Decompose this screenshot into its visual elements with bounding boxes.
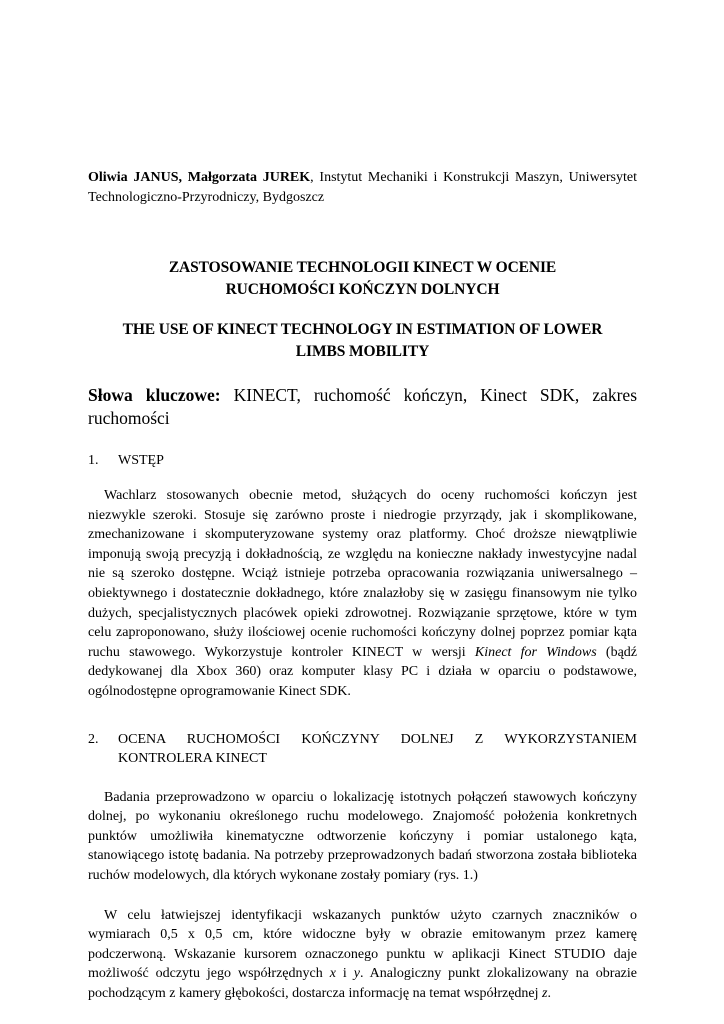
paragraph-markers-text-a: W celu łatwiejszej identyfikacji wskazanych punktów użyto czarnych znaczników o wymiarach 0,5 x 0,5 cm, które widoczne były w obrazie emitowanym przez kamerę podczerwoną. Wskazanie kursorem oznaczonego punktu w aplikacji Kinect STUDIO daje możliwość odczytu jego współrzędnych — [88, 907, 637, 982]
title-polish — [88, 257, 637, 301]
paragraph-markers-end: . — [547, 985, 551, 1001]
keywords-text: KINECT, ruchomość kończyn, Kinect SDK, zakres ruchomości — [88, 385, 638, 428]
affiliation: , Instytut Mechaniki i Konstrukcji Maszyn, Uniwersytet Technologiczno-Przyrodniczy, Bydgoszcz — [88, 170, 637, 205]
title-english-line-2: LIMBS MOBILITY — [295, 343, 430, 360]
paragraph-intro-text-b: (bądź dedykowanej dla Xbox 360) oraz komputer klasy PC i działa w oparciu o podstawowe, ogólnodostępne oprogramowanie Kinect SDK. — [88, 644, 638, 699]
section-1-heading — [88, 451, 637, 470]
title-polish-line-2: RUCHOMOŚCI KOŃCZYN DOLNYCH — [225, 281, 500, 298]
coord-y: y — [353, 966, 360, 982]
section-2-title: OCENA RUCHOMOŚCI KOŃCZYNY DOLNEJ Z WYKORZYSTANIEM KONTROLERA KINECT — [118, 731, 637, 766]
section-1-title: WSTĘP — [118, 453, 164, 468]
title-english — [88, 319, 637, 363]
conjunction: i — [335, 966, 354, 982]
section-2-heading — [88, 730, 637, 768]
coord-x: x — [329, 966, 336, 982]
paragraph-markers-text-b: . Analogiczny punkt zlokalizowany na obrazie pochodzącym z kamery głębokości, dostarcza informację na temat współrzędnej — [88, 966, 637, 1001]
author-separator: , — [178, 170, 188, 185]
paragraph-intro-italic: Kinect for Windows — [474, 644, 597, 660]
section-2-number: 2. — [88, 731, 99, 747]
document-page — [88, 168, 637, 1003]
title-polish-line-1: ZASTOSOWANIE TECHNOLOGII KINECT W OCENIE — [168, 259, 557, 276]
title-english-line-1: THE USE OF KINECT TECHNOLOGY IN ESTIMATION OF LOWER — [122, 321, 603, 338]
author-1: Oliwia JANUS — [88, 170, 179, 185]
paragraph-intro-text-a: Wachlarz stosowanych obecnie metod, służących do oceny ruchomości kończyn jest niezwykle szeroki. Stosuje się zarówno proste i niedrogie przyrządy, jak i skomplikowane, zmechanizowane i skomputeryzowane systemy oraz platformy. Choć droższe niewątpliwie imponują swoją precyzją i dokładnością, ze względu na konieczne nakłady inwestycyjne nadal nie są szeroko dostępne. Wciąż istnieje potrzeba opracowania rozwiązania uniwersalnego – obiektywnego i dostatecznie dokładnego, które znalazłoby się w zasięgu finansowym nie tylko dużych, specjalistycznych placówek opieki zdrowotnej. Rozwiązanie sprzętowe, które w tym celu zaproponowano, służy ilościowej ocenie ruchomości kończyny dolnej poprzez pomiar kąta ruchu stawowego. Wykorzystuje kontroler KINECT w wersji — [88, 488, 637, 660]
author-affiliation — [88, 168, 637, 208]
paragraph-method: Badania przeprowadzono w oparciu o lokalizację istotnych połączeń stawowych kończyny dolnej, po wykonaniu określonego ruchu modelowego. Znajomość położenia konkretnych punktów umożliwiła kinematyczne odtworzenie kończyny i pomiar ustalonego kąta, stanowiącego istotę badania. Na potrzeby przeprowadzonych badań stworzona została biblioteka ruchów modelowych, dla których wykonane zostały pomiary (rys. 1.) — [88, 789, 637, 883]
section-1-number: 1. — [88, 453, 99, 468]
paragraph-markers — [88, 906, 637, 1004]
keywords-label: Słowa kluczowe: — [88, 385, 221, 405]
coord-z: z — [542, 985, 548, 1001]
paragraph-intro — [88, 486, 637, 702]
author-2: Małgorzata JUREK — [187, 170, 311, 185]
keywords — [88, 384, 637, 430]
